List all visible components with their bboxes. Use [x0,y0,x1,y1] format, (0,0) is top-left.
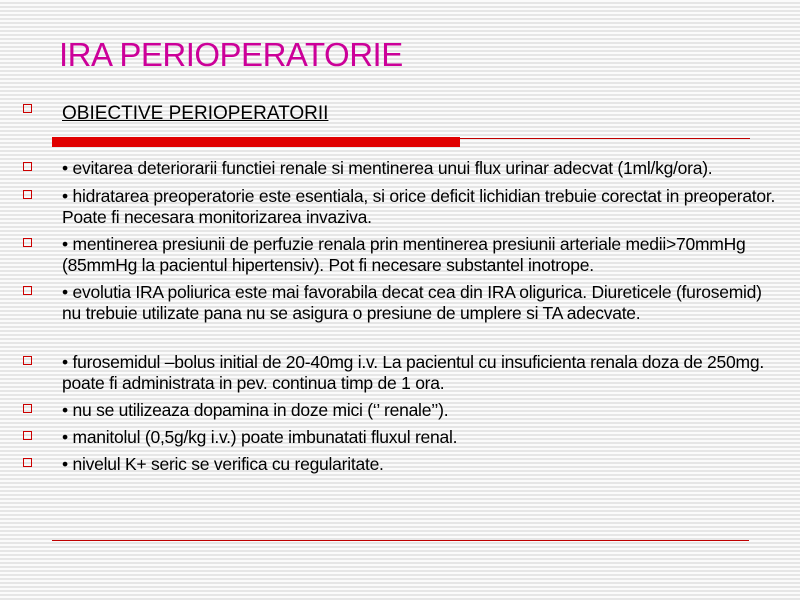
bullet-item: • mentinerea presiunii de perfuzie renala prin mentinerea presiunii arteriale medii>70mmHg (85mmHg la pacientul hipertensiv). Pot fi necesare substantel inotrope. [62,234,746,275]
hollow-square-bullet-icon [23,104,32,113]
divider-thick [52,137,460,147]
slide-title: IRA PERIOPERATORIE [59,36,403,73]
hollow-square-bullet-icon [23,162,32,171]
bullet-item: • evitarea deteriorarii functiei renale si mentinerea unui flux urinar adecvat (1ml/kg/ora). [62,158,713,178]
bullet-item: • evolutia IRA poliurica este mai favorabila decat cea din IRA oligurica. Diureticele (furosemid) nu trebuie utilizate pana nu se asigura o presiune de umplere si TA adecvate. [62,282,762,323]
hollow-square-bullet-icon [23,431,32,440]
hollow-square-bullet-icon [23,190,32,199]
bullet-item: • manitolul (0,5g/kg i.v.) poate imbunatati fluxul renal. [62,427,458,447]
footer-divider [52,540,749,541]
hollow-square-bullet-icon [23,356,32,365]
bullet-item: • furosemidul –bolus initial de 20-40mg i.v. La pacientul cu insuficienta renala doza de 250mg. poate fi administrata in pev. continua timp de 1 ora. [62,352,764,393]
bullet-item: • nivelul K+ seric se verifica cu regularitate. [62,454,384,474]
bullet-item: • nu se utilizeaza dopamina in doze mici (‘’ renale’’). [62,400,449,420]
slide-subtitle: OBIECTIVE PERIOPERATORII [62,103,329,124]
hollow-square-bullet-icon [23,458,32,467]
divider-thin [460,138,750,139]
bullet-item: • hidratarea preoperatorie este esentiala, si orice deficit lichidian trebuie corectat in preoperator. Poate fi necesara monitorizarea invaziva. [62,186,776,227]
hollow-square-bullet-icon [23,238,32,247]
hollow-square-bullet-icon [23,286,32,295]
hollow-square-bullet-icon [23,404,32,413]
